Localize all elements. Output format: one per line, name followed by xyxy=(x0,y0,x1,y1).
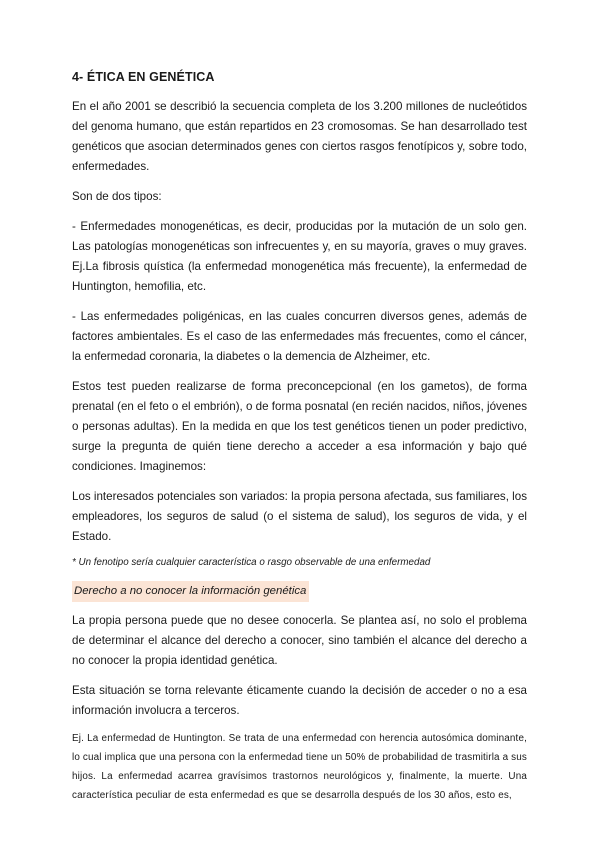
paragraph-right-not-to-know: La propia persona puede que no desee conocerla. Se plantea así, no solo el problema de determinar el alcance del derecho a conocer, sino también el alcance del derecho a no conocer la propia identidad genética. xyxy=(72,614,527,667)
paragraph-interested-parties: Los interesados potenciales son variados: la propia persona afectada, sus familiares, los empleadores, los seguros de salud (o el sistema de salud), los seguros de vida, y el Estado. xyxy=(72,490,527,543)
paragraph-test-forms: Estos test pueden realizarse de forma preconcepcional (en los gametos), de forma prenatal (en el feto o el embrión), o de forma posnatal (en recién nacidos, niños, jóvenes o personas adultas). En la medida en que los test genéticos tienen un poder predictivo, surge la pregunta de quién tiene derecho a acceder a esa información y bajo qué condiciones. Imaginemos: xyxy=(72,380,527,473)
paragraph-polygenic: - Las enfermedades poligénicas, en las cuales concurren diversos genes, además de factores ambientales. Es el caso de las enfermedades más frecuentes, como el cáncer, la enfermedad coronaria, la diabetes o la demencia de Alzheimer, etc. xyxy=(72,310,527,363)
paragraph-monogenetic: - Enfermedades monogenéticas, es decir, producidas por la mutación de un solo gen. Las patologías monogenéticas son infrecuentes y, en su mayoría, graves o muy graves. Ej.La fibrosis quística (la enfermedad monogenética más frecuente), la enfermedad de Huntington, hemofilia, etc. xyxy=(72,220,527,293)
footnote: * Un fenotipo sería cualquier característica o rasgo observable de una enfermedad xyxy=(72,557,431,568)
highlighted-subheading: Derecho a no conocer la información genética xyxy=(72,581,309,602)
example-huntington: Ej. La enfermedad de Huntington. Se trata de una enfermedad con herencia autosómica dominante, lo cual implica que una persona con la enfermedad tiene un 50% de probabilidad de trasmitirla a sus hijos. La enfermedad acarrea gravísimos trastornos neurológicos y, finalmente, la muerte. Una característica peculiar de esta enfermedad es que se desarrolla después de los 30 años, esto es, xyxy=(72,733,527,801)
document-content xyxy=(72,70,527,805)
paragraph-third-parties: Esta situación se torna relevante éticamente cuando la decisión de acceder o no a esa información involucra a terceros. xyxy=(72,684,527,717)
paragraph-genome: En el año 2001 se describió la secuencia completa de los 3.200 millones de nucleótidos del genoma humano, que están repartidos en 23 cromosomas. Se han desarrollado test genéticos que asocian determinados genes con ciertos rasgos fenotípicos y, sobre todo, enfermedades. xyxy=(72,100,527,173)
paragraph-types-intro: Son de dos tipos: xyxy=(72,190,162,203)
section-heading: 4- ÉTICA EN GENÉTICA xyxy=(72,70,215,84)
